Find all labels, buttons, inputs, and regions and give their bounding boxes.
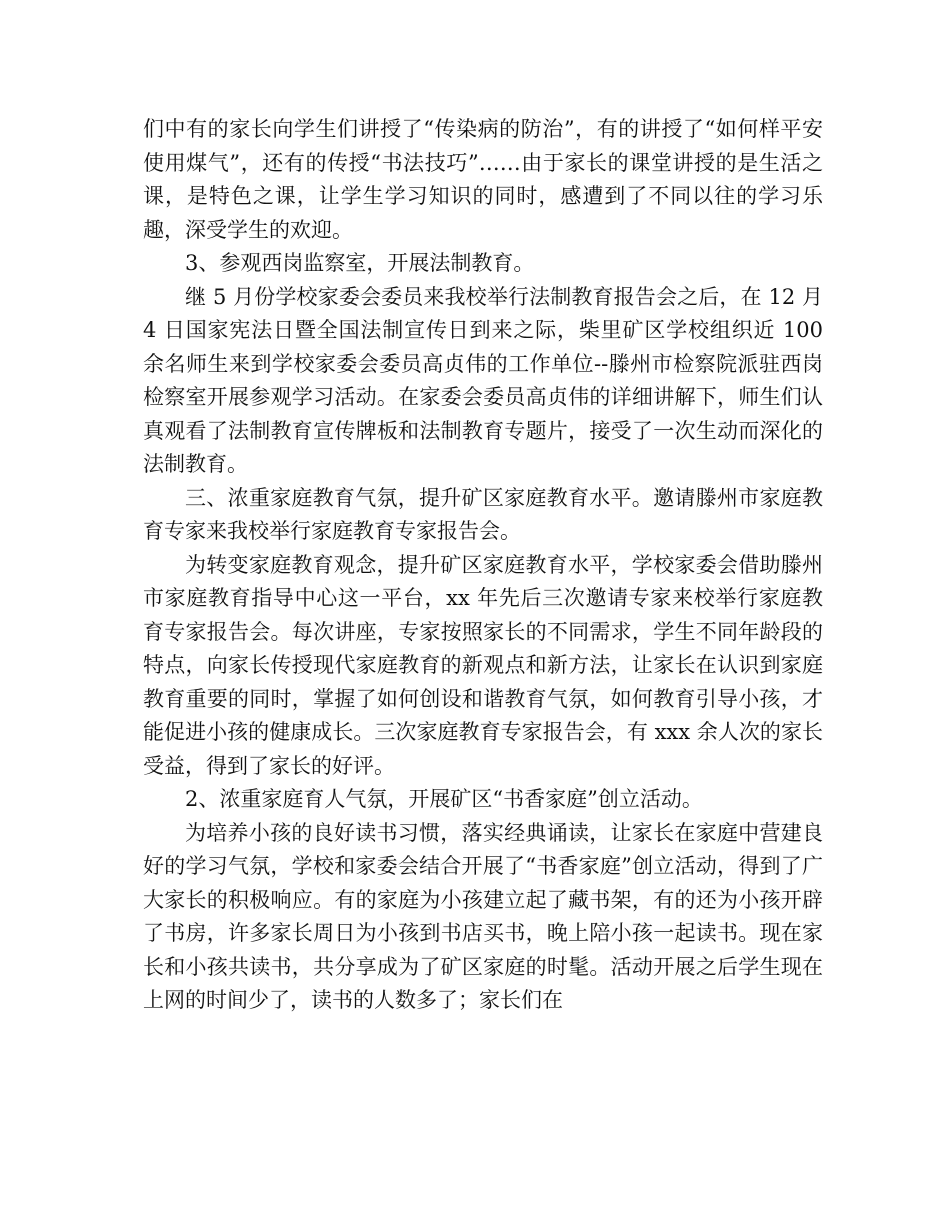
subheading-scholarly-family: 2、浓重家庭育人气氛，开展矿区“书香家庭”创立活动。: [185, 787, 703, 811]
document-body: [143, 113, 823, 1018]
subheading-legal-visit: 3、参观西岗监察室，开展法制教育。: [185, 251, 535, 275]
paragraph-reading-activity: 为培养小孩的良好读书习惯，落实经典诵读，让家长在家庭中营建良好的学习气氛，学校和家委会结合开展了“书香家庭”创立活动，得到了广大家长的积极响应。有的家庭为小孩建立起了藏书架，有的还为小孩开辟了书房，许多家长周日为小孩到书店买书，晚上陪小孩一起读书。现在家长和小孩共读书，共分享成为了矿区家庭的时髦。活动开展之后学生现在上网的时间少了，读书的人数多了；家长们在: [143, 820, 823, 1012]
paragraph-legal-education: 继 5 月份学校家委会委员来我校举行法制教育报告会之后，在 12 月 4 日国家宪法日暨全国法制宣传日到来之际，柴里矿区学校组织近 100 余名师生来到学校家委会委员高贞伟的工作单位--滕州市检察院派驻西岗检察室开展参观学习活动。在家委会委员高贞伟的详细讲解下，师生们认真观看了法制教育宣传牌板和法制教育专题片，接受了一次生动而深化的法制教育。: [143, 284, 823, 476]
paragraph-continuation: 们中有的家长向学生们讲授了“传染病的防治”，有的讲授了“如何样平安使用煤气”，还有的传授“书法技巧”……由于家长的课堂讲授的是生活之课，是特色之课，让学生学习知识的同时，感遭到了不同以往的学习乐趣，深受学生的欢迎。: [143, 117, 823, 242]
paragraph-expert-lectures: 为转变家庭教育观念，提升矿区家庭教育水平，学校家委会借助滕州市家庭教育指导中心这一平台，xx 年先后三次邀请专家来校举行家庭教育专家报告会。每次讲座，专家按照家长的不同需求，学生不同年龄段的特点，向家长传授现代家庭教育的新观点和新方法，让家长在认识到家庭教育重要的同时，掌握了如何创设和谐教育气氛，如何教育引导小孩，才能促进小孩的健康成长。三次家庭教育专家报告会，有 xxx 余人次的家长受益，得到了家长的好评。: [143, 552, 823, 778]
section-heading-family-education: 三、浓重家庭教育气氛，提升矿区家庭教育水平。邀请滕州市家庭教育专家来我校举行家庭教育专家报告会。: [143, 485, 823, 543]
